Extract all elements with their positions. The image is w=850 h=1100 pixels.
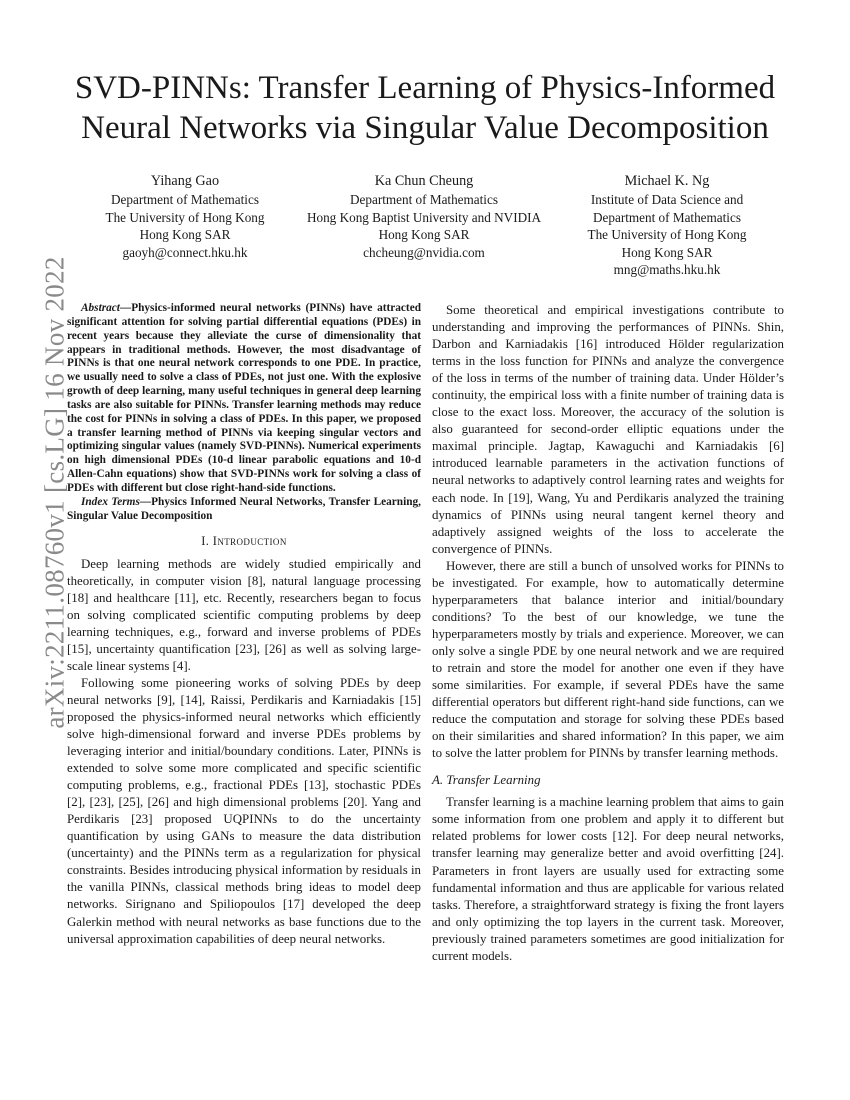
paper-title xyxy=(60,68,790,148)
abstract-text: —Physics-informed neural networks (PINNs) have attracted significant attention for solving partial differential equations (PDEs) in recent years because they alleviate the curse of dimensionality that appears in traditional methods. However, the most disadvantage of PINNs is that one neural network corresponds to one PDE. In practice, we usually need to solve a class of PDEs, not just one. With the explosive growth of deep learning, many useful techniques in general deep learning tasks are also suitable for PINNs. Transfer learning methods may reduce the cost for PINNs in solving a class of PDEs. In this paper, we proposed a transfer learning method of PINNs via keeping singular vectors and optimizing singular values (namely SVD-PINNs). Numerical experiments on high dimensional PDEs (10-d linear parabolic equations and 10-d Allen-Cahn equations) show that SVD-PINNs work for solving a class of PDEs with different but close right-hand-side functions. xyxy=(67,302,421,494)
author-affiliation: Hong Kong SAR xyxy=(378,227,470,243)
author-name: Yihang Gao xyxy=(150,173,220,189)
right-column xyxy=(432,302,784,965)
index-terms-label: Index Terms xyxy=(81,495,140,508)
paragraph: Following some pioneering works of solving PDEs by deep neural networks [9], [14], Raissi, Perdikaris and Karniadakis [15] proposed the physics-informed neural networks which efficiently solve high-dimensional forward and inverse PDEs problems by leveraging interior and initial/boundary conditions. Later, PINNs is extended to solve some more complicated and specific scientific computing problems, e.g., fractional PDEs [13], stochastic PDEs [2], [23], [25], [26] and high dimensional problems [20]. Yang and Perdikaris [23] proposed UQPINNs to do the uncertainty quantification by using GANs to measure the data distribution (uncertainty) and the PINNs term as a regularization for physical constraints. Besides introducing physical information by residuals in the vanilla PINNs, classical methods bring ideas to model deep networks. Sirignano and Spiliopoulos [17] developed the deep Galerkin method with neural networks as base functions due to the universal approximation capabilities of deep neural networks. xyxy=(67,675,421,946)
left-column xyxy=(67,302,421,948)
author-email: mng@maths.hku.hk xyxy=(613,262,721,278)
subsection-heading-transfer-learning: A. Transfer Learning xyxy=(432,773,541,788)
author-affiliation: Hong Kong SAR xyxy=(139,227,231,243)
author-affiliation: Hong Kong SAR xyxy=(621,244,713,260)
author-email: chcheung@nvidia.com xyxy=(363,244,485,260)
paragraph: Deep learning methods are widely studied empirically and theoretically, in computer vision [8], natural language processing [18] and healthcare [11], etc. Recently, researchers began to focus on solving complicated scientific computing problems by deep learning techniques, e.g., forward and inverse problems of PDEs [15], uncertainty quantification [23], [26] as well as solving large-scale linear systems [4]. xyxy=(67,556,421,673)
index-terms xyxy=(67,496,421,524)
author-email: gaoyh@connect.hku.hk xyxy=(122,244,248,260)
title-line-1: SVD-PINNs: Transfer Learning of Physics-Informed xyxy=(74,70,776,106)
author-affiliation: The University of Hong Kong xyxy=(105,209,265,225)
author-block-2 xyxy=(295,172,553,261)
title-line-2: Neural Networks via Singular Value Decomposition xyxy=(81,110,769,146)
paragraph: Transfer learning is a machine learning problem that aims to gain some information from one problem and apply it to different but related problems for lower costs [12]. For deep neural networks, transfer learning may generalize better and avoid overfitting [24]. Parameters in front layers are usually used for extracting some fundamental information and thus are applicable for various related tasks. Therefore, a straightforward strategy is fixing the front layers and only optimizing the top layers in the current task. Moreover, previously trained parameters sometimes are good initialization for current models. xyxy=(432,795,784,963)
abstract xyxy=(67,302,421,496)
section-title: Introduction xyxy=(212,533,287,548)
author-affiliation: Department of Mathematics xyxy=(350,192,498,207)
abstract-label: Abstract xyxy=(81,302,120,314)
author-block-3 xyxy=(578,172,756,279)
author-affiliation: Department of Mathematics xyxy=(111,192,259,207)
paragraph: However, there are still a bunch of unsolved works for PINNs to be investigated. For example, how to automatically determine hyperparameters that balance interior and initial/boundary conditions? To the best of our knowledge, we tune the hyperparameters mostly by trials and experience. Moreover, we can only solve a single PDE by one neural network and we are required to retrain and store the model for another one even if they have some similarities. For example, if several PDEs have the same differential operators but different right-hand side functions, can we reduce the computation and storage for solving these PDEs based on their similarities and shared information? In this paper, we aim to solve the latter problem for PINNs by transfer learning methods. xyxy=(432,558,784,761)
author-affiliation: Institute of Data Science and xyxy=(590,192,744,207)
author-block-1 xyxy=(100,172,270,261)
paragraph: Some theoretical and empirical investigations contribute to understanding and improving the performances of PINNs. Shin, Darbon and Karniadakis [16] introduced Hölder regularization terms in the loss function for PINNs and analyze the convergence of the loss in terms of the number of training data. Under Hölder’s continuity, the empirical loss with a finite number of training data is close to the exact loss. Moreover, the accuracy of the solution is also guaranteed for second-order elliptic equations under the maximal principle. Jagtap, Kawaguchi and Karniadakis [6] introduced learnable parameters in the activation functions of neural networks to adaptively control learning rates and weights for each node. In [19], Wang, Yu and Perdikaris analyzed the training dynamics of PINNs using neural tangent kernel theory and adaptively assigned weights of the loss to accelerate the convergence of PINNs. xyxy=(432,303,784,556)
section-heading-introduction xyxy=(67,533,421,550)
author-name: Ka Chun Cheung xyxy=(374,173,474,189)
author-name: Michael K. Ng xyxy=(624,173,710,189)
index-terms-text: —Physics Informed Neural Networks, Transfer Learning, Singular Value Decomposition xyxy=(67,495,421,522)
arxiv-side-stamp xyxy=(39,256,70,729)
author-affiliation: The University of Hong Kong xyxy=(587,227,747,243)
author-affiliation: Department of Mathematics xyxy=(593,209,741,225)
author-affiliation: Hong Kong Baptist University and NVIDIA xyxy=(306,209,542,225)
arxiv-identifier: arXiv:2211.08760v1 [cs.LG] 16 Nov 2022 xyxy=(39,256,70,729)
section-number: I. xyxy=(201,533,210,548)
